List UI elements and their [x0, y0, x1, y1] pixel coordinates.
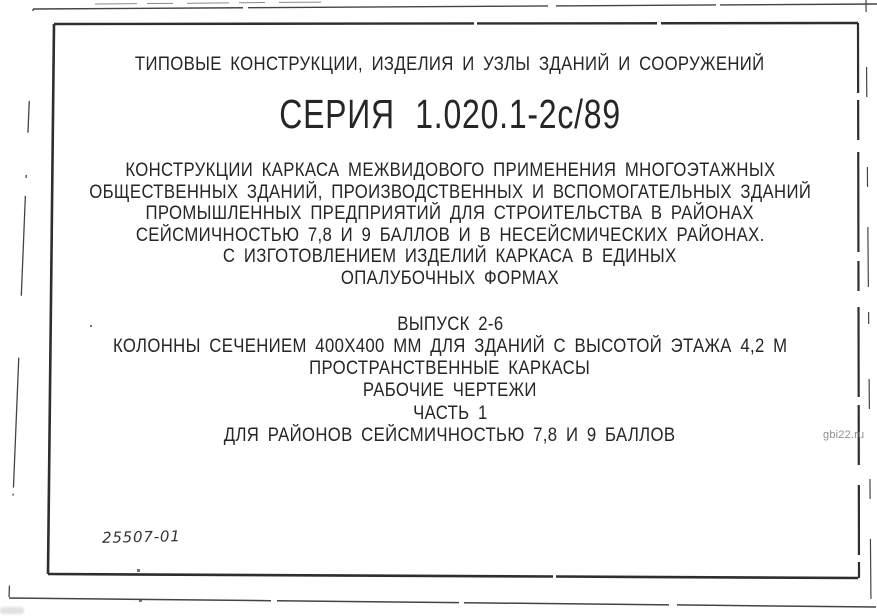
description-line: ОБЩЕСТВЕННЫХ ЗДАНИЙ, ПРОИЗВОДСТВЕННЫХ И ВСПОМОГАТЕЛЬНЫХ ЗДАНИЙ [89, 181, 812, 203]
issue-block [40, 314, 860, 402]
issue-line: РАБОЧИЕ ЧЕРТЕЖИ [363, 380, 537, 401]
scan-speck [139, 600, 142, 602]
document-type-header-text: ТИПОВЫЕ КОНСТРУКЦИИ, ИЗДЕЛИЯ И УЗЛЫ ЗДАНИЙ И СООРУЖЕНИЙ [135, 54, 765, 75]
stamp-number: 25507-01 [101, 527, 181, 547]
issue-heading: ВЫПУСК 2-6 [396, 314, 504, 335]
document-type-header [40, 54, 860, 76]
scan-speck [90, 325, 92, 327]
issue-line: КОЛОННЫ СЕЧЕНИЕМ 400Х400 ММ ДЛЯ ЗДАНИЙ С ВЫСОТОЙ ЭТАЖА 4,2 М [112, 336, 788, 357]
issue-line: ПРОСТРАНСТВЕННЫЕ КАРКАСЫ [309, 358, 591, 379]
scan-smudge [0, 607, 24, 614]
outer-border-left [9, 9, 33, 597]
inner-border-top [54, 23, 858, 24]
outer-border-right [866, 0, 871, 607]
outer-border-top-fragment [95, 2, 330, 4]
description-block [40, 160, 860, 289]
series-label: СЕРИЯ [279, 91, 395, 137]
outer-border-top [33, 4, 877, 9]
description-line: КОНСТРУКЦИИ КАРКАСА МЕЖВИДОВОГО ПРИМЕНЕНИЯ МНОГОЭТАЖНЫХ [124, 160, 776, 181]
description-line: ОПАЛУБОЧНЫХ ФОРМАХ [340, 267, 560, 289]
part-heading: ЧАСТЬ 1 [412, 403, 488, 424]
watermark-text: gbi22.ru [823, 429, 865, 441]
description-line: С ИЗГОТОВЛЕНИЕМ ИЗДЕЛИЙ КАРКАСА В ЕДИНЫХ [223, 246, 677, 267]
part-block [40, 403, 860, 446]
inner-border-bottom [48, 574, 858, 578]
description-line: СЕЙСМИЧНОСТЬЮ 7,8 И 9 БАЛЛОВ И В НЕСЕЙСМИЧЕСКИХ РАЙОНАХ. [135, 224, 765, 246]
description-line: ПРОМЫШЛЕННЫХ ПРЕДПРИЯТИЙ ДЛЯ СТРОИТЕЛЬСТВА В РАЙОНАХ [145, 203, 755, 224]
part-subtitle: ДЛЯ РАЙОНОВ СЕЙСМИЧНОСТЬЮ 7,8 И 9 БАЛЛОВ [224, 424, 676, 446]
scan-speck [137, 569, 140, 572]
series-title [40, 92, 860, 136]
series-number: 1.020.1-2с/89 [415, 91, 621, 137]
